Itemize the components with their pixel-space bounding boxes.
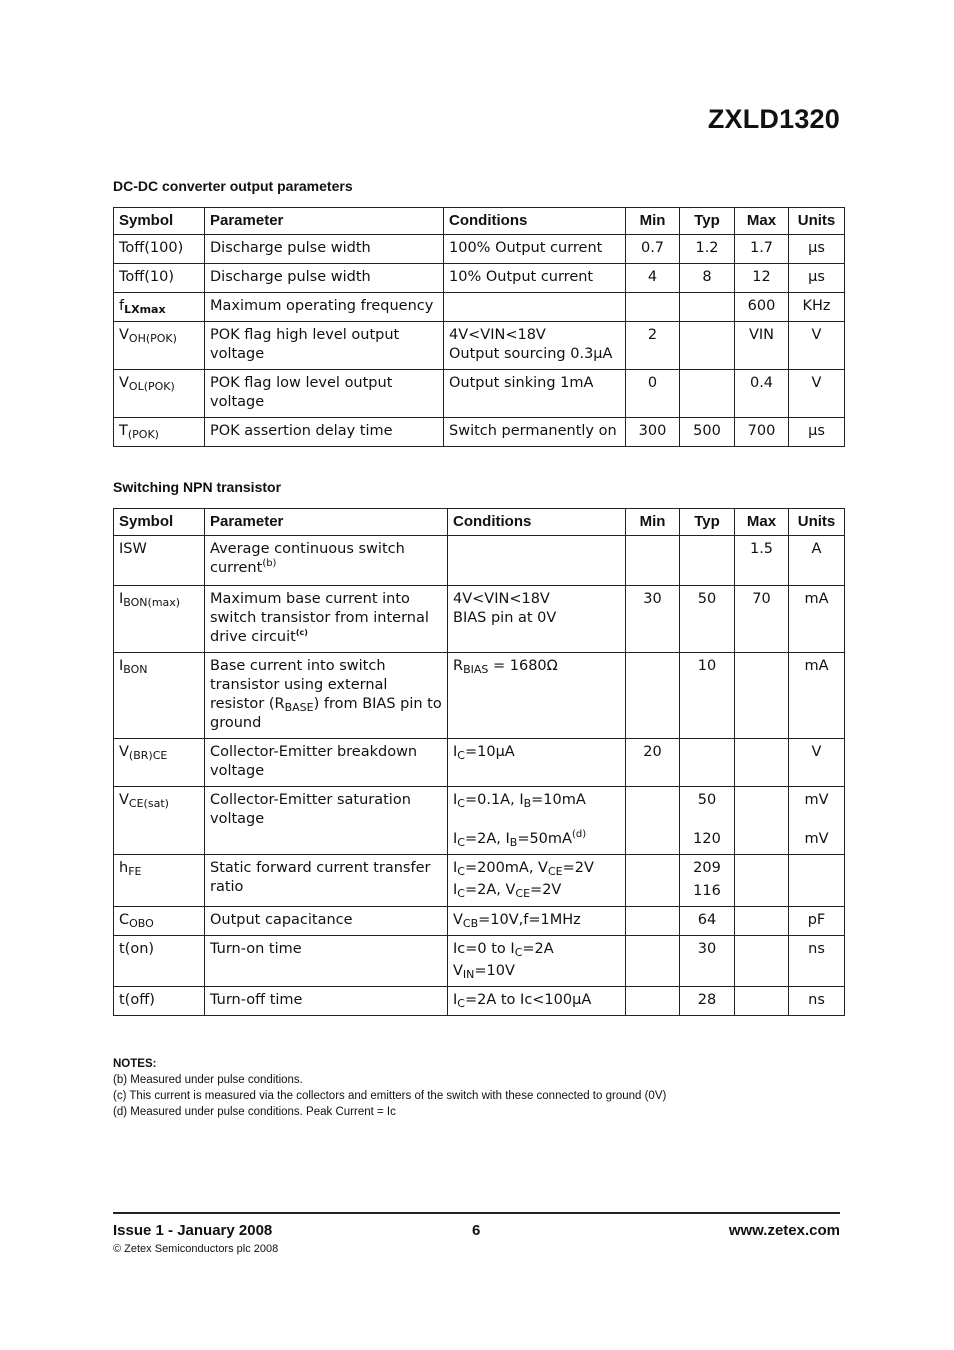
symbol-subscript: CE(sat) — [128, 797, 169, 810]
units-cell: V — [789, 370, 845, 418]
symbol-subscript: (BR)CE — [128, 749, 168, 762]
table-row — [114, 586, 845, 653]
table-header-row — [114, 509, 845, 536]
condition-subscript: CE — [547, 865, 563, 878]
max-cell: 1.5 — [735, 536, 789, 586]
symbol-main: I — [119, 658, 124, 674]
condition-text: =10V — [474, 963, 515, 979]
table-row — [114, 907, 845, 936]
symbol-cell — [114, 418, 205, 447]
conditions-cell — [448, 907, 626, 936]
parameter-cell: POK flag high level output voltage — [205, 322, 444, 370]
max-cell — [735, 653, 789, 739]
condition-text: =2A, I — [464, 831, 510, 847]
symbol-main: V — [119, 792, 129, 808]
max-cell — [735, 855, 789, 907]
table-row — [114, 322, 845, 370]
conditions-cell: 10% Output current — [444, 264, 626, 293]
table-row — [114, 235, 845, 264]
symbol-cell — [114, 855, 205, 907]
condition-text: =2A — [522, 941, 554, 957]
condition-line — [453, 962, 620, 981]
condition-text: =2V — [562, 860, 594, 876]
parameter-cell: Turn-on time — [205, 936, 448, 987]
units-value: mV — [804, 792, 829, 808]
column-header-conditions: Conditions — [444, 208, 626, 235]
symbol-cell: ISW — [114, 536, 205, 586]
condition-text: I — [453, 744, 458, 760]
table-row — [114, 536, 845, 586]
min-cell: 4 — [626, 264, 680, 293]
note-item: (c) This current is measured via the collectors and emitters of the switch with these connected to ground (0V) — [113, 1090, 667, 1102]
symbol-subscript: LXmax — [124, 303, 166, 316]
conditions-cell — [448, 586, 626, 653]
max-cell — [735, 739, 789, 787]
condition-subscript: C — [457, 749, 465, 762]
table-row — [114, 787, 845, 855]
typ-value: 120 — [693, 831, 721, 847]
min-cell: 30 — [626, 586, 680, 653]
typ-cell — [680, 370, 735, 418]
table-header-row — [114, 208, 845, 235]
symbol-subscript: BON(max) — [123, 596, 181, 609]
table-row — [114, 936, 845, 987]
typ-cell: 10 — [680, 653, 735, 739]
parameter-cell: Collector-Emitter saturation voltage — [205, 787, 448, 855]
parameter-cell: Discharge pulse width — [205, 235, 444, 264]
symbol-cell — [114, 322, 205, 370]
symbol-main: V — [119, 744, 129, 760]
notes-heading: NOTES: — [113, 1058, 157, 1070]
min-cell — [626, 293, 680, 322]
units-cell — [789, 787, 845, 855]
units-cell: µs — [789, 264, 845, 293]
conditions-cell — [444, 322, 626, 370]
column-header-max: Max — [735, 509, 789, 536]
conditions-cell — [448, 653, 626, 739]
conditions-cell — [448, 936, 626, 987]
condition-line — [453, 881, 620, 900]
dcdc-parameters-table — [113, 207, 845, 447]
note-item: (d) Measured under pulse conditions. Peak Current = Ic — [113, 1106, 396, 1118]
min-cell: 300 — [626, 418, 680, 447]
parameter-cell — [205, 653, 448, 739]
note-reference: (c) — [295, 628, 308, 637]
symbol-cell — [114, 907, 205, 936]
condition-subscript: B — [523, 797, 532, 810]
condition-text: I — [453, 882, 458, 898]
symbol-cell: Toff(100) — [114, 235, 205, 264]
symbol-subscript: FE — [128, 865, 142, 878]
column-header-min: Min — [626, 208, 680, 235]
min-cell — [626, 936, 680, 987]
max-cell: 700 — [735, 418, 789, 447]
conditions-cell — [448, 987, 626, 1016]
units-cell: ns — [789, 987, 845, 1016]
min-cell — [626, 653, 680, 739]
table-row — [114, 987, 845, 1016]
typ-cell — [680, 855, 735, 907]
units-cell: µs — [789, 418, 845, 447]
parameter-cell: POK assertion delay time — [205, 418, 444, 447]
min-cell — [626, 987, 680, 1016]
parameter-text: Maximum base current into switch transistor from internal drive circuit — [210, 591, 429, 645]
condition-subscript: C — [457, 865, 465, 878]
condition-line — [453, 859, 620, 878]
parameter-cell — [205, 536, 448, 586]
symbol-main: I — [119, 591, 124, 607]
symbol-main: T — [119, 423, 128, 439]
condition-line — [453, 940, 620, 959]
min-cell: 2 — [626, 322, 680, 370]
conditions-cell — [444, 293, 626, 322]
units-cell: A — [789, 536, 845, 586]
condition-text: =0.1A, I — [464, 792, 524, 808]
condition-text: =10V,f=1MHz — [478, 912, 581, 928]
table-row — [114, 370, 845, 418]
typ-value: 116 — [693, 883, 721, 899]
units-cell: mA — [789, 586, 845, 653]
typ-cell: 8 — [680, 264, 735, 293]
column-header-units: Units — [789, 208, 845, 235]
symbol-cell: t(on) — [114, 936, 205, 987]
parameter-cell — [205, 586, 448, 653]
condition-line: 4V<VIN<18V — [449, 327, 546, 343]
condition-subscript: CB — [462, 917, 479, 930]
typ-cell: 28 — [680, 987, 735, 1016]
units-cell: µs — [789, 235, 845, 264]
typ-cell — [680, 322, 735, 370]
conditions-cell — [448, 855, 626, 907]
symbol-main: V — [119, 327, 129, 343]
condition-subscript: C — [457, 887, 465, 900]
typ-cell — [680, 293, 735, 322]
max-cell — [735, 987, 789, 1016]
conditions-cell — [448, 739, 626, 787]
typ-cell: 64 — [680, 907, 735, 936]
conditions-cell: 100% Output current — [444, 235, 626, 264]
max-cell: 70 — [735, 586, 789, 653]
column-header-units: Units — [789, 509, 845, 536]
typ-cell — [680, 536, 735, 586]
condition-subscript: IN — [462, 968, 475, 981]
parameter-cell: Discharge pulse width — [205, 264, 444, 293]
condition-line: 4V<VIN<18V — [453, 591, 550, 607]
units-cell: V — [789, 322, 845, 370]
condition-text: =50mA — [517, 831, 572, 847]
condition-text: = 1680Ω — [488, 658, 558, 674]
conditions-cell: Output sinking 1mA — [444, 370, 626, 418]
column-header-min: Min — [626, 509, 680, 536]
condition-subscript: C — [457, 797, 465, 810]
symbol-cell: Toff(10) — [114, 264, 205, 293]
condition-line: BIAS pin at 0V — [453, 610, 557, 626]
condition-text: =10µA — [464, 744, 515, 760]
condition-subscript: C — [457, 836, 465, 849]
parameter-subscript: BASE — [284, 701, 314, 714]
min-cell — [626, 907, 680, 936]
condition-text: I — [453, 792, 458, 808]
condition-subscript: BIAS — [463, 663, 489, 676]
conditions-cell: Switch permanently on — [444, 418, 626, 447]
column-header-typ: Typ — [680, 208, 735, 235]
note-reference: (b) — [262, 558, 277, 569]
footer-copyright: © Zetex Semiconductors plc 2008 — [113, 1243, 279, 1255]
note-reference: (d) — [571, 829, 587, 840]
conditions-cell — [448, 536, 626, 586]
min-cell: 20 — [626, 739, 680, 787]
column-header-symbol: Symbol — [114, 509, 205, 536]
max-cell — [735, 936, 789, 987]
units-cell: mA — [789, 653, 845, 739]
typ-cell: 50 — [680, 586, 735, 653]
condition-text: Ic=0 to I — [453, 941, 515, 957]
symbol-main: C — [119, 912, 130, 928]
condition-subscript: C — [457, 997, 465, 1010]
min-cell: 0.7 — [626, 235, 680, 264]
parameter-cell: Static forward current transfer ratio — [205, 855, 448, 907]
min-cell — [626, 536, 680, 586]
parameter-cell: Turn-off time — [205, 987, 448, 1016]
typ-cell: 500 — [680, 418, 735, 447]
typ-cell: 30 — [680, 936, 735, 987]
table-row — [114, 264, 845, 293]
condition-text: =2A, V — [464, 882, 516, 898]
parameter-cell: Maximum operating frequency — [205, 293, 444, 322]
max-cell: 600 — [735, 293, 789, 322]
symbol-cell — [114, 787, 205, 855]
symbol-subscript: OH(POK) — [128, 332, 177, 345]
table-row — [114, 293, 845, 322]
typ-cell — [680, 787, 735, 855]
units-value: mV — [804, 831, 829, 847]
units-cell: V — [789, 739, 845, 787]
min-cell — [626, 787, 680, 855]
max-cell: VIN — [735, 322, 789, 370]
typ-cell — [680, 739, 735, 787]
min-cell — [626, 855, 680, 907]
table-row — [114, 653, 845, 739]
condition-text: =2V — [530, 882, 562, 898]
condition-text: I — [453, 860, 458, 876]
symbol-main: V — [119, 375, 129, 391]
symbol-subscript: BON — [123, 663, 148, 676]
footer-website-link[interactable]: www.zetex.com — [728, 1222, 840, 1239]
condition-text: V — [453, 963, 463, 979]
max-cell: 1.7 — [735, 235, 789, 264]
symbol-cell — [114, 370, 205, 418]
table-row — [114, 855, 845, 907]
column-header-conditions: Conditions — [448, 509, 626, 536]
condition-text: =200mA, V — [464, 860, 548, 876]
conditions-cell — [448, 787, 626, 855]
units-cell: KHz — [789, 293, 845, 322]
column-header-typ: Typ — [680, 509, 735, 536]
symbol-cell: t(off) — [114, 987, 205, 1016]
max-cell — [735, 787, 789, 855]
condition-line — [453, 791, 620, 810]
parameter-cell: POK flag low level output voltage — [205, 370, 444, 418]
condition-line: Output sourcing 0.3µA — [449, 346, 613, 362]
condition-subscript: CE — [515, 887, 531, 900]
section-title-dcdc: DC-DC converter output parameters — [113, 178, 353, 194]
typ-value: 209 — [693, 860, 721, 876]
document-title: ZXLD1320 — [707, 104, 840, 134]
column-header-parameter: Parameter — [205, 208, 444, 235]
table-row — [114, 739, 845, 787]
units-cell — [789, 855, 845, 907]
condition-text: I — [453, 831, 458, 847]
column-header-symbol: Symbol — [114, 208, 205, 235]
symbol-cell — [114, 293, 205, 322]
page-number: 6 — [472, 1222, 481, 1239]
parameter-text: Base current into switch transistor using external resistor (R — [210, 658, 388, 712]
condition-text: V — [453, 912, 463, 928]
condition-subscript: C — [514, 946, 523, 959]
symbol-main: f — [119, 298, 125, 314]
notes-section — [113, 1056, 666, 1120]
parameter-text: Average continuous switch current — [210, 541, 405, 576]
symbol-cell — [114, 586, 205, 653]
condition-text: I — [453, 992, 458, 1008]
condition-text: R — [453, 658, 464, 674]
max-cell: 12 — [735, 264, 789, 293]
symbol-main: h — [119, 860, 129, 876]
typ-value: 50 — [697, 792, 717, 808]
npn-transistor-table — [113, 508, 845, 1016]
min-cell: 0 — [626, 370, 680, 418]
condition-text: =10mA — [531, 792, 586, 808]
condition-text: =2A to Ic<100µA — [464, 992, 592, 1008]
symbol-subscript: OBO — [129, 917, 154, 930]
note-item: (b) Measured under pulse conditions. — [113, 1074, 303, 1086]
symbol-cell — [114, 739, 205, 787]
symbol-subscript: (POK) — [127, 428, 159, 441]
condition-line — [453, 830, 620, 849]
max-cell — [735, 907, 789, 936]
symbol-subscript: OL(POK) — [128, 380, 175, 393]
section-title-npn: Switching NPN transistor — [113, 479, 282, 495]
condition-subscript: B — [509, 836, 518, 849]
footer-issue: Issue 1 - January 2008 — [113, 1222, 273, 1239]
symbol-cell — [114, 653, 205, 739]
parameter-cell: Output capacitance — [205, 907, 448, 936]
footer-divider — [113, 1212, 840, 1214]
parameter-text: ) from BIAS pin to ground — [210, 696, 442, 731]
table-row — [114, 418, 845, 447]
max-cell: 0.4 — [735, 370, 789, 418]
column-header-parameter: Parameter — [205, 509, 448, 536]
units-cell: ns — [789, 936, 845, 987]
typ-cell: 1.2 — [680, 235, 735, 264]
column-header-max: Max — [735, 208, 789, 235]
units-cell: pF — [789, 907, 845, 936]
parameter-cell: Collector-Emitter breakdown voltage — [205, 739, 448, 787]
